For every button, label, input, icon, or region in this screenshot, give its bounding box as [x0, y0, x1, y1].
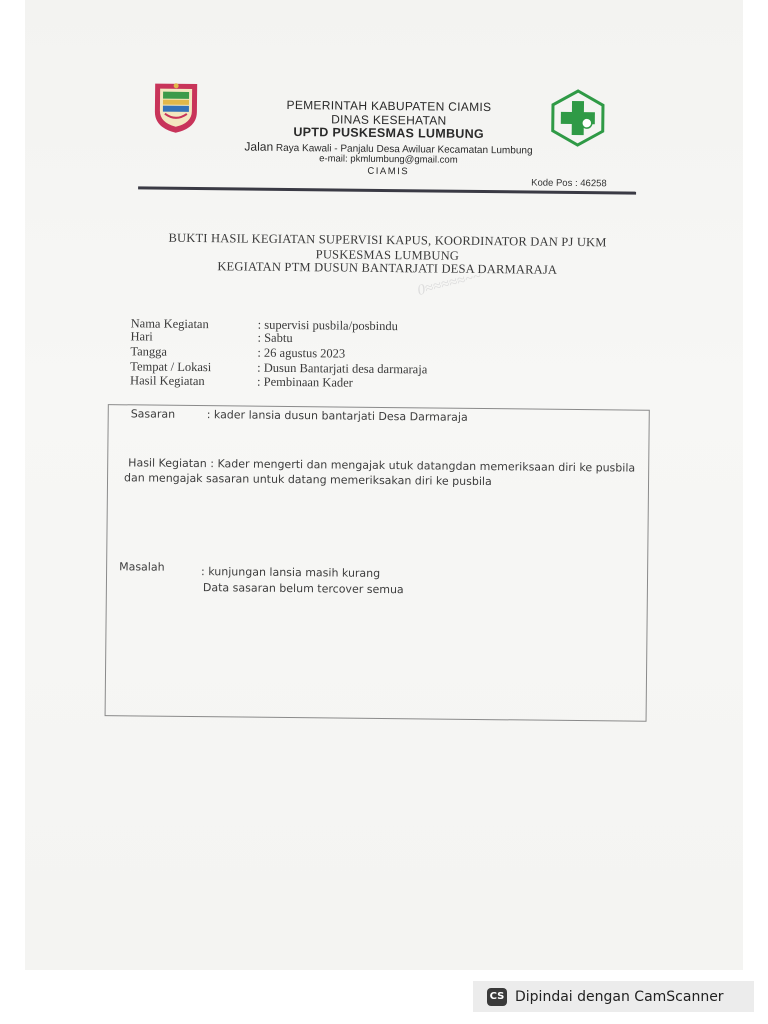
- letterhead-city: CIAMIS: [367, 165, 410, 178]
- report-title-line1: BUKTI HASIL KEGIATAN SUPERVISI KAPUS, KOORDINATOR DAN PJ UKM: [168, 230, 607, 250]
- regency-crest-icon: [151, 78, 202, 135]
- detail-label: Hasil Kegiatan: [130, 373, 205, 389]
- hasil-kegiatan-line1: Hasil Kegiatan : Kader mengerti dan mengajak utuk datangdan memeriksaan diri ke pusbila: [128, 456, 636, 475]
- masalah-label: Masalah: [119, 560, 165, 574]
- detail-label: Tangga: [130, 344, 168, 359]
- detail-label: Hari: [130, 329, 153, 344]
- detail-row-result: [130, 374, 353, 389]
- camscanner-text: Dipindai dengan CamScanner: [515, 988, 724, 1005]
- detail-label: Tempat / Lokasi: [130, 359, 212, 375]
- camscanner-watermark: [473, 981, 754, 1012]
- letterhead-institution: UPTD PUSKESMAS LUMBUNG: [293, 125, 485, 142]
- masalah-line2: Data sasaran belum tercover semua: [202, 581, 404, 597]
- address-text: Raya Kawali - Panjalu Desa Awiluar Kecamatan Lumbung: [275, 142, 533, 157]
- letterhead-government: PEMERINTAH KABUPATEN CIAMIS: [286, 97, 492, 115]
- sasaran-label: Sasaran: [130, 407, 176, 421]
- letterhead-department: DINAS KESEHATAN: [331, 112, 447, 128]
- camscanner-logo-icon: CS: [487, 988, 507, 1006]
- detail-row-date: [130, 345, 345, 360]
- report-title-line2: PUSKESMAS LUMBUNG: [315, 247, 460, 263]
- detail-label: Nama Kegiatan: [130, 316, 209, 332]
- detail-value: : Dusun Bantarjati desa darmaraja: [257, 360, 428, 377]
- scanned-paper: [25, 0, 743, 970]
- letterhead-postal-code: Kode Pos : 46258: [531, 177, 607, 190]
- sasaran-value: : kader lansia dusun bantarjati Desa Darmaraja: [206, 408, 468, 424]
- masalah-line1: : kunjungan lansia masih kurang: [201, 565, 381, 580]
- hasil-kegiatan-line2: dan mengajak sasaran untuk datang memeriksakan diri ke pusbila: [123, 471, 492, 489]
- letterhead-email: e-mail: pkmlumbung@gmail.com: [319, 153, 458, 166]
- report-content-box: [105, 404, 650, 722]
- document-sheet: [25, 0, 743, 970]
- faint-stamp-mark: 0≈≈≈≈≈~~: [416, 268, 483, 299]
- address-prefix: Jalan: [244, 139, 274, 154]
- detail-value: : 26 agustus 2023: [257, 345, 346, 361]
- detail-row-day: [130, 330, 292, 344]
- detail-value: : Sabtu: [257, 330, 293, 346]
- report-title-line3: KEGIATAN PTM DUSUN BANTARJATI DESA DARMARAJA: [217, 259, 558, 277]
- detail-value: : supervisi pusbila/posbindu: [257, 317, 399, 334]
- detail-value: : Pembinaan Kader: [257, 374, 353, 390]
